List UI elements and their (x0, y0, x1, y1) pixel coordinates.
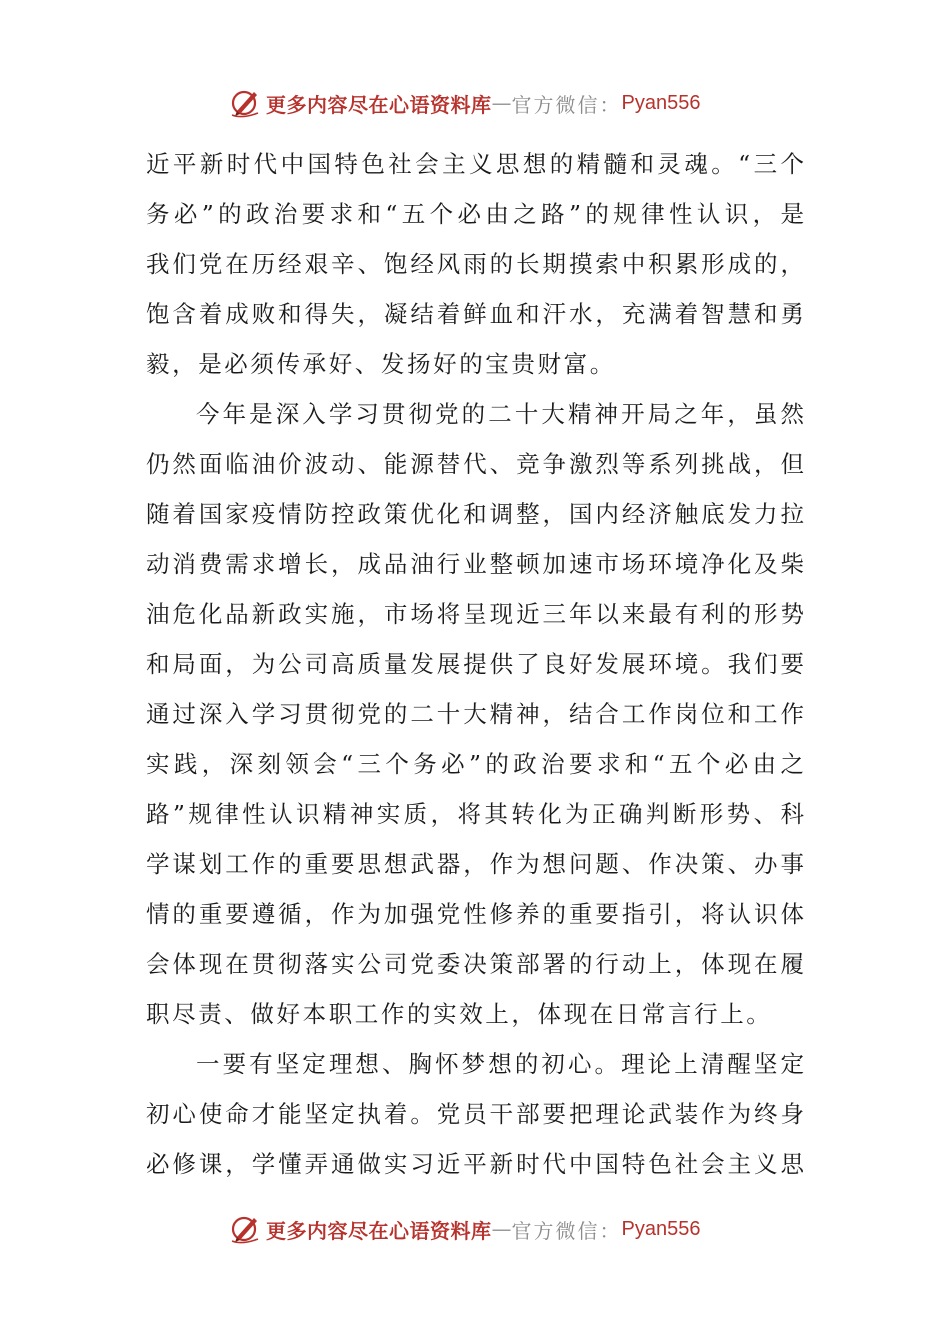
body-line: 动消费需求增长，成品油行业整顿加速市场环境净化及柴 (146, 550, 804, 578)
banner-wechat-label: 官方微信： (511, 1218, 622, 1243)
body-line: 初心使命才能坚定执着。党员干部要把理论武装作为终身 (146, 1100, 804, 1128)
body-line: 路”规律性认识精神实质，将其转化为正确判断形势、科 (146, 800, 804, 828)
body-line: 务必”的政治要求和“五个必由之路”的规律性认识，是 (146, 200, 804, 228)
body-line: 和局面，为公司高质量发展提供了良好发展环境。我们要 (146, 650, 804, 678)
body-line: 近平新时代中国特色社会主义思想的精髓和灵魂。“三个 (146, 150, 804, 178)
banner-wechat-id: Pyan556 (621, 1217, 701, 1240)
body-line: 仍然面临油价波动、能源替代、竞争激烈等系列挑战，但 (146, 450, 804, 478)
body-line: 油危化品新政实施，市场将呈现近三年以来最有利的形势 (146, 600, 804, 628)
body-line: 情的重要遵循，作为加强党性修养的重要指引，将认识体 (146, 900, 804, 928)
body-line: 通过深入学习贯彻党的二十大精神，结合工作岗位和工作 (146, 700, 804, 728)
body-line: 饱含着成败和得失，凝结着鲜血和汗水，充满着智慧和勇 (146, 300, 804, 328)
body-line: 毅，是必须传承好、发扬好的宝贵财富。 (146, 350, 616, 378)
pen-circle-icon (228, 1212, 262, 1246)
footer-banner (228, 1209, 700, 1249)
banner-wechat-id: Pyan556 (621, 91, 701, 114)
banner-dash: — (491, 1217, 512, 1241)
banner-site-text: 更多内容尽在心语资料库 (266, 92, 492, 117)
body-line: 随着国家疫情防控政策优化和调整，国内经济触底发力拉 (146, 500, 804, 528)
body-line: 职尽责、做好本职工作的实效上，体现在日常言行上。 (146, 1000, 773, 1028)
banner-wechat-label: 官方微信： (511, 92, 622, 117)
banner-dash: — (491, 91, 512, 115)
body-line: 实践，深刻领会“三个务必”的政治要求和“五个必由之 (146, 750, 804, 778)
paragraph-start-line: 今年是深入学习贯彻党的二十大精神开局之年，虽然 (196, 400, 804, 428)
body-line: 会体现在贯彻落实公司党委决策部署的行动上，体现在履 (146, 950, 804, 978)
body-line: 学谋划工作的重要思想武器，作为想问题、作决策、办事 (146, 850, 804, 878)
body-line: 必修课，学懂弄通做实习近平新时代中国特色社会主义思 (146, 1150, 804, 1178)
body-line: 我们党在历经艰辛、饱经风雨的长期摸索中积累形成的， (146, 250, 804, 278)
banner-site-text: 更多内容尽在心语资料库 (266, 1218, 492, 1243)
paragraph-start-line: 一要有坚定理想、胸怀梦想的初心。理论上清醒坚定 (196, 1050, 804, 1078)
